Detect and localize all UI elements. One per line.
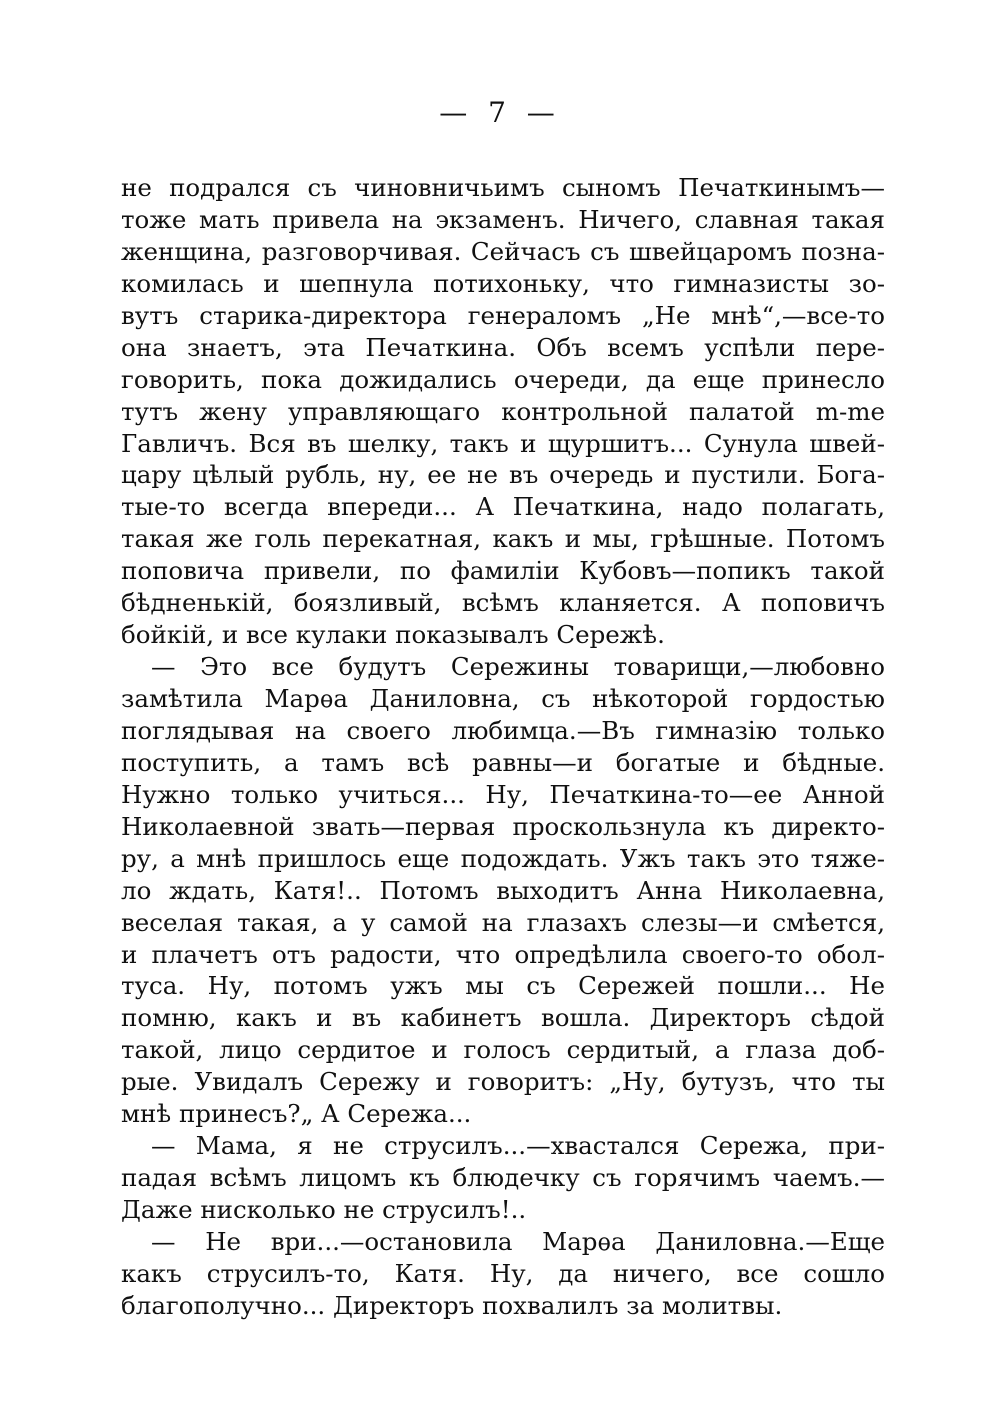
text-line: веселая такая, а у самой на глазахъ слезы—и смѣется,: [121, 907, 885, 937]
text-line: поповича привели, по фамиліи Кубовъ—попикъ такой: [121, 556, 885, 586]
text-line: Николаевной звать—первая проскользнула къ директо-: [121, 811, 885, 841]
text-line: вутъ старика-директора генераломъ „Не мнѣ“,—все-то: [121, 300, 885, 330]
page-number: — 7 —: [439, 96, 561, 129]
text-line: — Это все будутъ Сережины товарищи,—любовно: [151, 652, 885, 682]
text-line: благополучно... Директоръ похвалилъ за молитвы.: [121, 1290, 783, 1320]
text-line: такой, лицо сердитое и голосъ сердитый, а глаза доб-: [121, 1035, 885, 1065]
text-line: такая же голь перекатная, какъ и мы, грѣшные. Потомъ: [121, 524, 885, 554]
text-line: не подрался съ чиновничьимъ сыномъ Печаткинымъ—: [121, 173, 885, 202]
text-line: рые. Увидалъ Сережу и говоритъ: „Ну, бутузъ, что ты: [121, 1067, 885, 1097]
text-line: ло ждать, Катя!.. Потомъ выходитъ Анна Николаевна,: [121, 875, 885, 905]
text-line: мнѣ принесъ?„ А Сережа...: [121, 1099, 472, 1129]
text-line: ру, а мнѣ пришлось еще подождать. Ужъ такъ это тяже-: [121, 843, 885, 873]
text-line: говорить, пока дожидались очереди, да еще принесло: [121, 364, 885, 394]
text-line: Гавличъ. Вся въ шелку, такъ и щуршитъ... Сунула швей-: [121, 428, 885, 458]
text-line: бойкій, и все кулаки показывалъ Сережѣ.: [121, 620, 665, 650]
text-line: и плачетъ отъ радости, что опредѣлила своего-то обол-: [121, 939, 885, 969]
text-line: комилась и шепнула потихоньку, что гимназисты зо-: [121, 268, 885, 298]
text-line: туса. Ну, потомъ ужъ мы съ Сережей пошли... Не: [121, 971, 885, 1001]
text-line: падая всѣмъ лицомъ къ блюдечку съ горячимъ чаемъ.—: [121, 1163, 885, 1193]
text-line: поглядывая на своего любимца.—Въ гимназію только: [121, 715, 885, 745]
text-line: цару цѣлый рубль, ну, ее не въ очередь и пустили. Бога-: [121, 460, 885, 490]
text-line: бѣдненькій, боязливый, всѣмъ кланяется. А поповичъ: [121, 588, 885, 618]
text-line: — Не ври...—остановила Марѳа Даниловна.—Еще: [151, 1226, 885, 1256]
text-line: тые-то всегда впереди... А Печаткина, надо полагать,: [121, 492, 885, 522]
text-line: женщина, разговорчивая. Сейчасъ съ швейцаромъ позна-: [121, 236, 885, 266]
text-line: замѣтила Марѳа Даниловна, съ нѣкоторой гордостью: [121, 684, 885, 713]
body-text: [121, 172, 885, 1322]
text-line: — Мама, я не струсилъ...—хвастался Сережа, при-: [151, 1131, 885, 1161]
text-line: тоже мать привела на экзаменъ. Ничего, славная такая: [121, 204, 885, 234]
text-line: какъ струсилъ-то, Катя. Ну, да ничего, все сошло: [121, 1258, 885, 1288]
text-line: помню, какъ и въ кабинетъ вошла. Директоръ сѣдой: [121, 1003, 885, 1033]
text-line: Даже нисколько не струсилъ!..: [121, 1195, 527, 1224]
text-line: Нужно только учиться... Ну, Печаткина-то—ее Анной: [121, 779, 885, 809]
text-line: тутъ жену управляющаго контрольной палатой m-me: [121, 396, 885, 426]
text-line: она знаетъ, эта Печаткина. Объ всемъ успѣли пере-: [121, 332, 885, 362]
text-line: поступить, а тамъ всѣ равны—и богатые и бѣдные.: [121, 747, 885, 777]
